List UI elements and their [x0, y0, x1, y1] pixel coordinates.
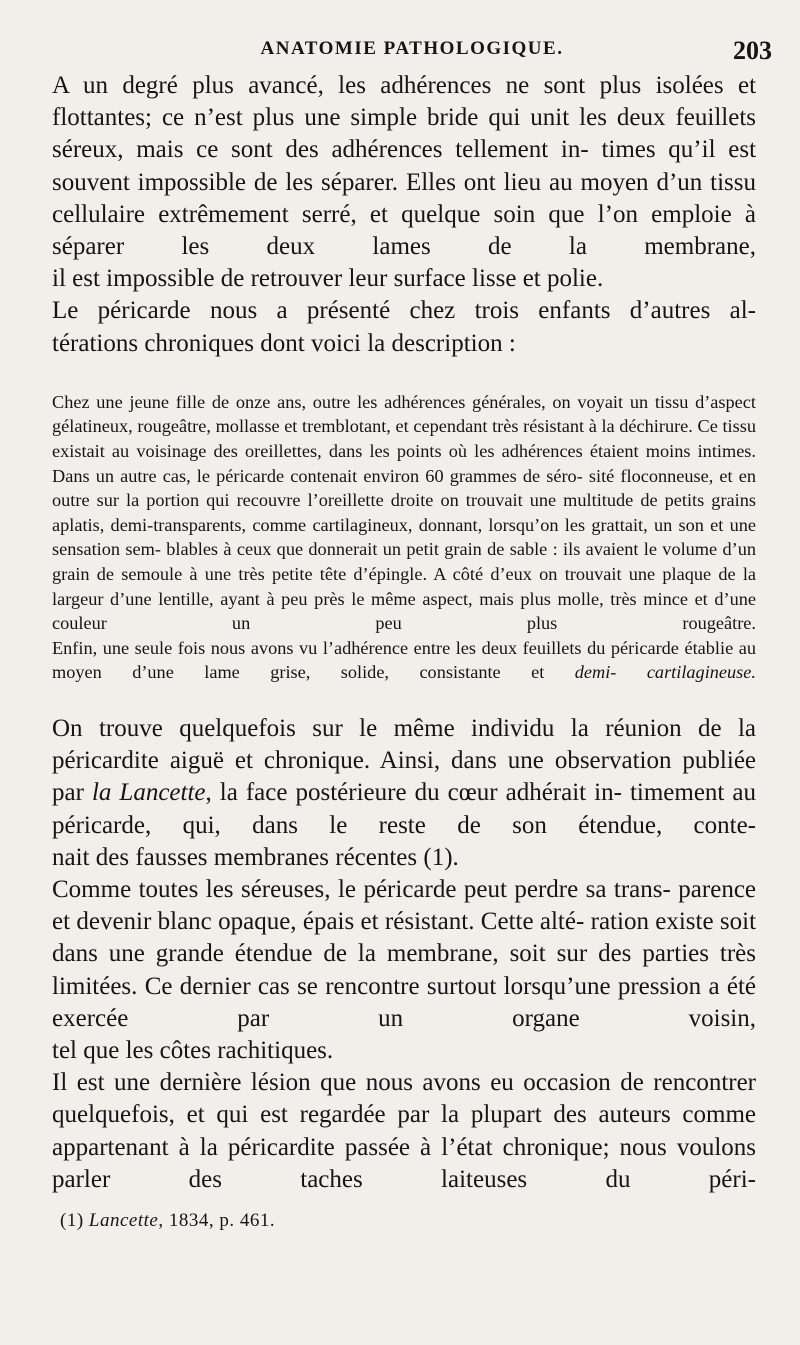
case-paragraph-3: Enfin, une seule fois nous avons vu l’adhérence entre les deux feuillets du péricarde établie au moyen d’une lame grise, solide, consistante et demi- cartilagineuse.	[52, 637, 756, 683]
case-paragraph-2: Dans un autre cas, le péricarde contenait environ 60 grammes de séro- sité floconneuse, et en outre sur la portion qui recouvre l’oreillette droite on trouvait une multitude de petits grains aplatis, demi-transparents, comme cartilagineux, donnant, lorsqu’on les grattait, un son et une sensation sem- blables à ceux que donnerait un petit grain de sable : ils avaient le volume d’un grain de semoule à une très petite tête d’épingle. A côté d’eux on trouvait une plaque de la largeur d’une lentille, ayant à peu près le même aspect, mais plus molle, très mince et d’une couleur un peu plus rougeâtre.	[52, 465, 757, 634]
paragraph-pericarde-intro: Le péricarde nous a présenté chez trois enfants d’autres al- térations chroniques dont voici la description :	[52, 297, 756, 357]
case-paragraph-1: Chez une jeune fille de onze ans, outre les adhérences générales, on voyait un tissu d’aspect gélatineux, rougeâtre, mollasse et tremblotant, et cependant très résistant à la déchirure. Ce tissu existait au voisinage des oreillettes, dans les points où les adhérences étaient moins intimes.	[52, 391, 756, 462]
paragraph-sereuses: Comme toutes les séreuses, le péricarde peut perdre sa trans- parence et devenir blanc opaque, épais et résistant. Cette alté- ration existe soit dans une grande étendue de la membrane, soit sur des parties très limitées. Ce dernier cas se rencontre surtout lorsqu’une pression a été exercée par un organe voisin, tel que les côtes rachitiques.	[52, 875, 757, 1064]
top-paragraphs	[52, 70, 756, 360]
paragraph-adherences: A un degré plus avancé, les adhérences ne sont plus isolées et flottantes; ce n’est plus une simple bride qui unit les deux feuillets séreux, mais ce sont des adhérences tellement in- times qu’il est souvent impossible de les séparer. Elles ont lieu au moyen d’un tissu cellulaire extrêmement serré, et quelque soin que l’on emploie à séparer les deux lames de la membrane, il est impossible de retrouver leur surface lisse et polie.	[52, 72, 757, 293]
footnote: (1) Lancette, 1834, p. 461.	[60, 1210, 276, 1231]
paragraph-reunion: On trouve quelquefois sur le même individu la réunion de la péricardite aiguë et chronique. Ainsi, dans une observation publiée par la Lancette, la face postérieure du cœur adhérait in- timement au péricarde, qui, dans le reste de son étendue, conte- nait des fausses membranes récentes (1).	[52, 714, 757, 871]
page-title: ANATOMIE PATHOLOGIQUE.	[260, 38, 564, 59]
page-number: 203	[733, 36, 772, 65]
body-text	[52, 70, 756, 1196]
case-descriptions	[52, 390, 756, 685]
running-head	[52, 36, 772, 68]
bottom-paragraphs	[52, 713, 756, 1196]
paragraph-derniere-lesion: Il est une dernière lésion que nous avons eu occasion de rencontrer quelquefois, et qui est regardée par la plupart des auteurs comme appartenant à la péricardite passée à l’état chronique; nous voulons parler des taches laiteuses du péri-	[52, 1069, 757, 1193]
